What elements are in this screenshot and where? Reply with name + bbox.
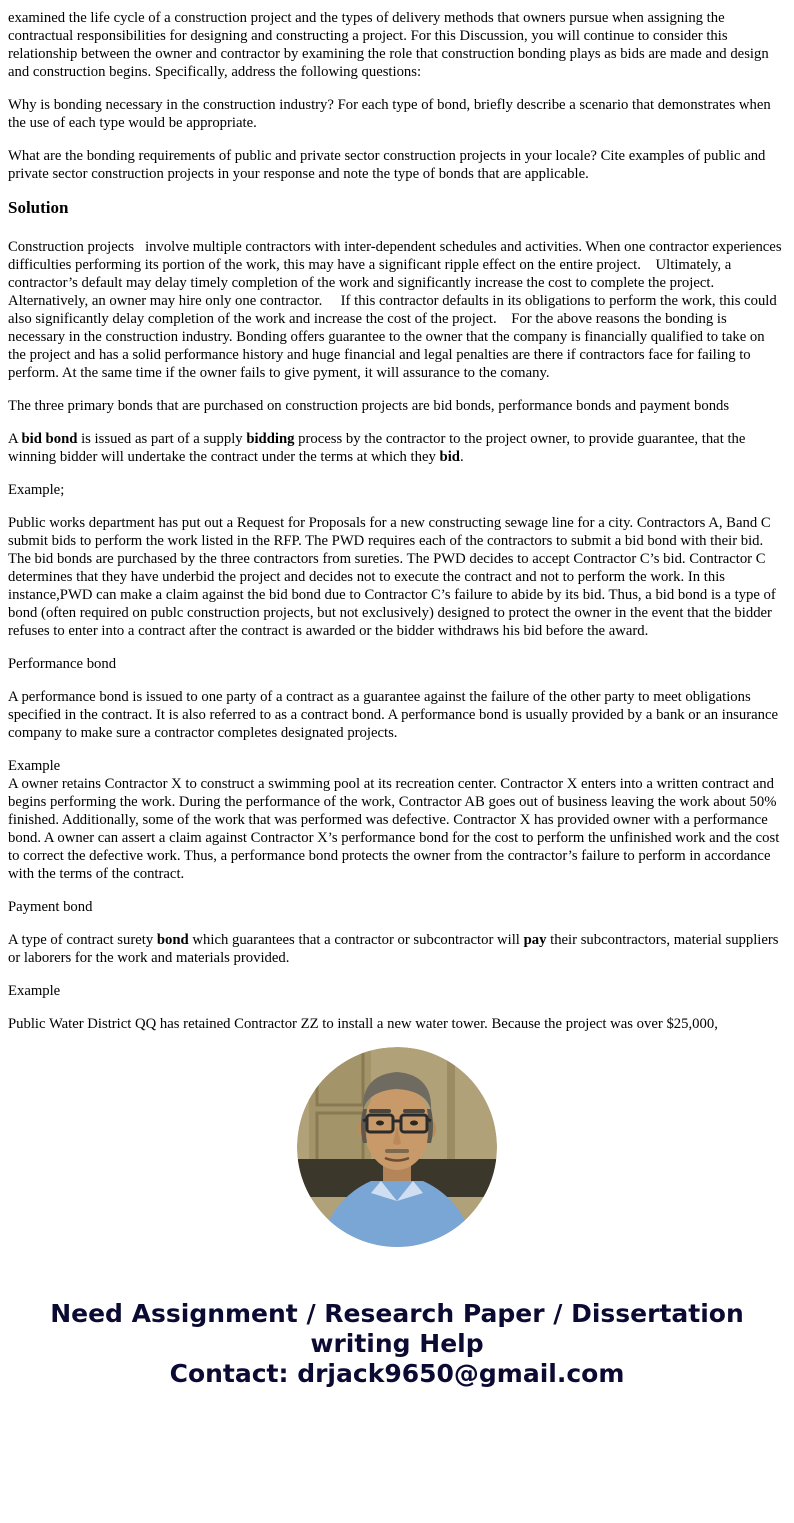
footer-help-text: Need Assignment / Research Paper / Dissertation writing Help [50,1299,744,1358]
tutor-photo-container [0,1047,794,1247]
question-bonding-necessity: Why is bonding necessary in the construction industry? For each type of bond, briefly describe a scenario that demonstrates when the use of each type would be appropriate. [8,97,775,131]
performance-example-label: Example [8,758,61,774]
bid-example-label: Example; [8,482,65,498]
solution-heading: Solution [8,198,69,217]
bold-term-bond: bond [156,932,189,948]
text-segment: process by the contractor to the project owner, to provide guarantee, that the winning bidder will undertake the contract under the terms at which they [8,431,750,465]
solution-paragraph-2: Alternatively, an owner may hire only one contractor. If this contractor defaults in its obligations to perform the work, this could also significantly delay completion of the work and increase the cost of the project. For the above reasons the bonding is necessary in the construction industry. Bonding offers guarantee to the owner that the company is financially qualified to take on the project and has a solid performance history and huge financial and legal penalties are there if contractors face for failing to perform. At the same time if the owner fails to give pyment, it will assurance to the comany. [8,293,781,381]
tutor-photo [297,1047,497,1247]
intro-paragraph: examined the life cycle of a construction project and the types of delivery methods that owners pursue when assigning the contractual responsibilities for designing and constructing a project. For this Discussion, you will continue to consider this relationship between the owner and contractor by examining the role that construction bonding plays as bids are made and design and construction begins. Specifically, address the following questions: [8,10,773,80]
footer-contact-email: Contact: drjack9650@gmail.com [169,1359,625,1388]
text-segment: which guarantees that a contractor or subcontractor will [188,932,524,948]
bold-term-pay: pay [523,932,547,948]
footer [25,1299,769,1419]
bold-term-bid-bond: bid bond [21,431,78,447]
bid-example-paragraph: Public works department has put out a Request for Proposals for a new constructing sewage line for a city. Contractors A, Band C submit bids to perform the work listed in the RFP. The PWD requires each of the contractors to submit a bid bond with their bid. The bid bonds are purchased by the three contractors from sureties. The PWD decides to accept Contractor C’s bid. Contractor C determines that they have underbid the project and decides not to execute the contract and not to perform the work. In this instance,PWD can make a claim against the bid bond due to Contractor C’s failure to abide by its bid. Thus, a bid bond is a type of bond (often required on publc construction projects, but not exclusively) designed to protect the owner in the event that the bidder refuses to enter into a contract after the contract is awarded or the bidder withdraws his bid before the award. [8,515,780,639]
performance-bond-definition: A performance bond is issued to one party of a contract as a guarantee against the failure of the other party to meet obligations specified in the contract. It is also referred to as a contract bond. A performance bond is usually provided by a bank or an insurance company to make sure a contractor completes designated projects. [8,689,782,741]
text-segment: is issued as part of a supply [77,431,247,447]
text-segment: . [459,449,464,465]
three-bonds-paragraph: The three primary bonds that are purchased on construction projects are bid bonds, performance bonds and payment bonds [8,398,730,414]
text-segment: A type of contract surety [8,932,157,948]
payment-example-paragraph: Public Water District QQ has retained Contractor ZZ to install a new water tower. Because the project was over $25,000, [8,1016,718,1032]
payment-example-label: Example [8,983,61,999]
payment-bond-heading: Payment bond [8,899,93,915]
bold-term-bid: bid [439,449,460,465]
bold-term-bidding: bidding [246,431,295,447]
performance-example-paragraph: A owner retains Contractor X to construct a swimming pool at its recreation center. Contractor X enters into a written contract and begins performing the work. During the performance of the work, Contractor AB goes out of business leaving the work about 50% finished. Additionally, some of the work that was performed was defective. Contractor X has provided owner with a performance bond. A owner can assert a claim against Contractor X’s performance bond for the cost to perform the unfinished work and the cost to correct the defective work. Thus, a performance bond protects the owner from the contractor’s failure to perform in accordance with the terms of the contract. [8,776,783,882]
payment-bond-definition [8,931,786,967]
solution-paragraph-1: Construction projects involve multiple contractors with inter-dependent schedules and activities. When one contractor experiences difficulties performing its portion of the work, this may have a significant ripple effect on the entire project. Ultimately, a contractor’s default may delay timely completion of the work and significantly increase the cost to complete the project. [8,239,786,291]
performance-bond-heading: Performance bond [8,656,117,672]
bid-bond-definition [8,430,786,466]
question-bonding-requirements: What are the bonding requirements of public and private sector construction projects in your locale? Cite examples of public and private sector construction projects in your response and note the type of bonds that are applicable. [8,148,770,182]
text-segment: their subcontractors, material suppliers or laborers for the work and materials provided. [8,932,783,966]
text-segment: A [8,431,22,447]
